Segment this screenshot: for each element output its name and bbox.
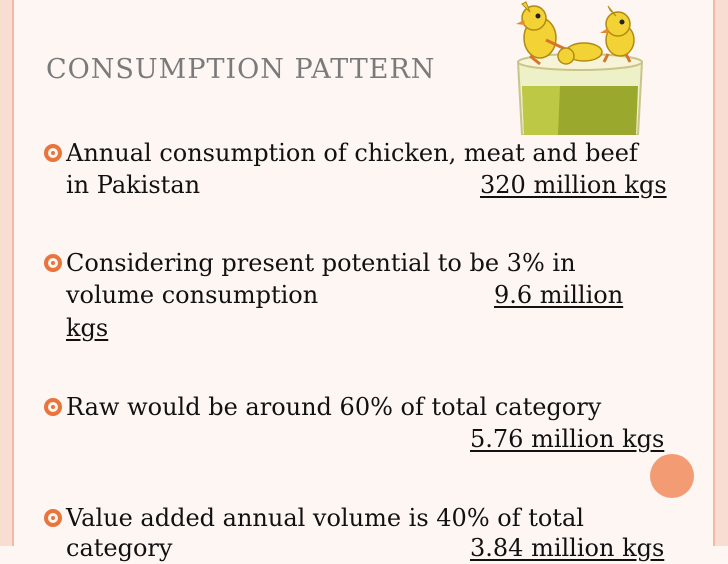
bullet-1-line-2: in Pakistan [66,171,201,199]
decorative-circle [650,454,694,498]
slide-border-right [715,0,728,546]
bullet-marker [44,509,62,527]
slide-title: CONSUMPTION PATTERN [46,54,436,85]
bullet-marker [44,254,62,272]
bullet-4-line-2: category [66,534,173,562]
birds-on-glass-illustration [500,0,655,135]
slide-border-left-line [12,0,14,546]
bullet-2-value: 9.6 million [494,281,624,309]
bullet-2-line-2: volume consumption [66,281,319,309]
bullet-marker [44,398,62,416]
bullet-3-line-1: Raw would be around 60% of total category [66,393,602,421]
bullet-1-line-1: Annual consumption of chicken, meat and beef [66,139,638,167]
bullet-1-value: 320 million kgs [480,171,667,199]
bullet-2-line-1: Considering present potential to be 3% in [66,249,576,277]
bullet-3-value: 5.76 million kgs [470,425,665,453]
bullet-2-value-unit: kgs [66,314,109,342]
bullet-4-value: 3.84 million kgs [470,534,665,562]
bullet-4-line-1: Value added annual volume is 40% of total [66,504,584,532]
bullet-marker [44,144,62,162]
